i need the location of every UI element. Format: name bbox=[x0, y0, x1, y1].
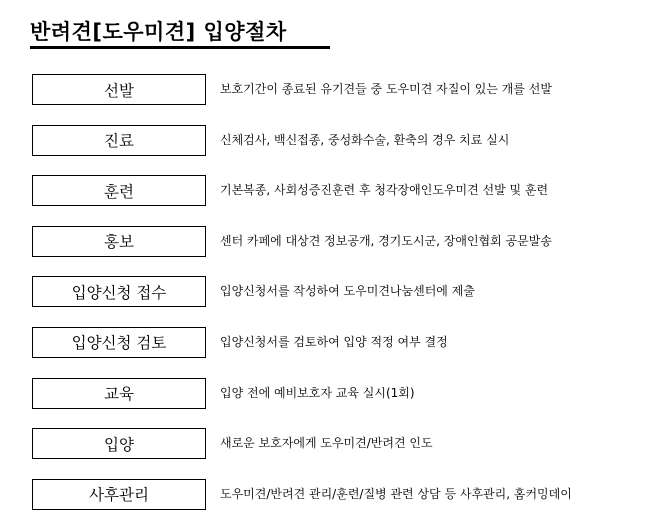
step-label-box: 교육 bbox=[32, 378, 206, 409]
step-row-application-review bbox=[32, 327, 642, 361]
step-row-application-receipt bbox=[32, 276, 642, 310]
step-description: 입양 전에 예비보호자 교육 실시(1회) bbox=[220, 385, 415, 400]
step-row-training bbox=[32, 175, 642, 209]
title-underline bbox=[30, 46, 330, 49]
step-label-box: 입양신청 접수 bbox=[32, 276, 206, 307]
step-row-adoption bbox=[32, 428, 642, 462]
step-description: 입양신청서를 검토하여 입양 적정 여부 결정 bbox=[220, 334, 448, 349]
step-label-box: 사후관리 bbox=[32, 479, 206, 510]
step-label-box: 홍보 bbox=[32, 226, 206, 257]
step-label-box: 입양 bbox=[32, 428, 206, 459]
page-header bbox=[30, 12, 330, 48]
step-label-box: 진료 bbox=[32, 125, 206, 156]
step-label-box: 선발 bbox=[32, 74, 206, 105]
step-row-education bbox=[32, 378, 642, 412]
step-label-box: 훈련 bbox=[32, 175, 206, 206]
step-row-promotion bbox=[32, 226, 642, 260]
step-row-aftercare bbox=[32, 479, 642, 513]
step-row-selection bbox=[32, 74, 642, 108]
step-description: 보호기간이 종료된 유기견들 중 도우미견 자질이 있는 개를 선발 bbox=[220, 82, 552, 96]
step-description: 기본복종, 사회성증진훈련 후 청각장애인도우미견 선발 및 훈련 bbox=[220, 183, 549, 198]
procedure-steps bbox=[32, 74, 642, 529]
page-title: 반려견[도우미견] 입양절차 bbox=[30, 20, 287, 44]
step-description: 신체검사, 백신접종, 중성화수술, 환축의 경우 치료 실시 bbox=[220, 132, 510, 147]
step-description: 입양신청서를 작성하여 도우미견나눔센터에 제출 bbox=[220, 284, 475, 299]
step-description: 새로운 보호자에게 도우미견/반려견 인도 bbox=[220, 436, 433, 451]
step-description: 센터 카페에 대상견 정보공개, 경기도시군, 장애인협회 공문발송 bbox=[220, 233, 552, 248]
step-row-treatment bbox=[32, 125, 642, 159]
step-label-box: 입양신청 검토 bbox=[32, 327, 206, 358]
step-description: 도우미견/반려견 관리/훈련/질병 관련 상담 등 사후관리, 홈커밍데이 bbox=[220, 486, 572, 501]
